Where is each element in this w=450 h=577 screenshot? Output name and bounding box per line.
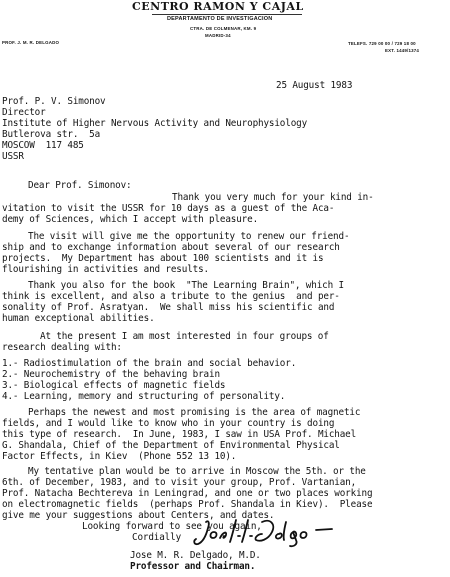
recipient-line: MOSCOW 117 485 bbox=[2, 140, 84, 151]
body-line: think is excellent, and also a tribute to the genius and per- bbox=[2, 291, 340, 302]
body-line: At the present I am most interested in four groups of bbox=[40, 331, 329, 342]
body-line: My tentative plan would be to arrive in Moscow the 5th. or the bbox=[28, 466, 366, 477]
letterhead-rule bbox=[152, 14, 302, 15]
body-line: Thank you very much for your kind in- bbox=[172, 192, 374, 203]
letterhead-phone-1: TELEFS. 729 00 00 / 729 18 00 bbox=[348, 41, 416, 46]
salutation: Dear Prof. Simonov: bbox=[28, 180, 132, 191]
body-line: Prof. Natacha Bechtereva in Leningrad, and one or two places working bbox=[2, 488, 373, 499]
recipient-line: Director bbox=[2, 107, 46, 118]
list-item: 1.- Radiostimulation of the brain and social behavior. bbox=[2, 358, 297, 369]
closing-line: Cordially bbox=[132, 532, 182, 543]
signature-name: Jose M. R. Delgado, M.D. bbox=[130, 550, 261, 561]
closing-line: Looking forward to see you again, bbox=[82, 521, 262, 532]
body-line: fields, and I would like to know who in your country is doing bbox=[2, 418, 335, 429]
body-line: projects. My Department has about 100 scientists and it is bbox=[2, 253, 324, 264]
body-line: vitation to visit the USSR for 10 days as a guest of the Aca- bbox=[2, 203, 335, 214]
list-item: 2.- Neurochemistry of the behaving brain bbox=[2, 369, 220, 380]
letterhead-department: DEPARTAMENTO DE INVESTIGACION bbox=[167, 16, 273, 22]
recipient-line: Institute of Higher Nervous Activity and Neurophysiology bbox=[2, 118, 308, 129]
letterhead-phone-2: EXT. 1449/1374 bbox=[385, 48, 420, 53]
letter-date: 25 August 1983 bbox=[276, 80, 353, 91]
handwritten-signature bbox=[190, 514, 340, 550]
body-line: Thank you also for the book "The Learning Brain", which I bbox=[28, 280, 344, 291]
letterhead-institution: CENTRO RAMON Y CAJAL bbox=[132, 0, 304, 13]
body-line: flourishing in activities and results. bbox=[2, 264, 209, 275]
body-line: G. Shandala, Chief of the Department of Environmental Physical bbox=[2, 440, 340, 451]
body-line: The visit will give me the opportunity to renew our friend- bbox=[28, 231, 350, 242]
body-line: Perhaps the newest and most promising is the area of magnetic bbox=[28, 407, 361, 418]
recipient-line: USSR bbox=[2, 151, 24, 162]
body-line: research dealing with: bbox=[2, 342, 122, 353]
list-item: 3.- Biological effects of magnetic fields bbox=[2, 380, 226, 391]
list-item: 4.- Learning, memory and structuring of personality. bbox=[2, 391, 286, 402]
body-line: human exceptional abilities. bbox=[2, 313, 155, 324]
body-line: ship and to exchange information about several of our research bbox=[2, 242, 340, 253]
body-line: give me your suggestions about Centers, and dates. bbox=[2, 510, 275, 521]
signature-title: Professor and Chairman. bbox=[130, 561, 256, 572]
body-line: on electromagnetic fields (perhaps Prof. Shandala in Kiev). Please bbox=[2, 499, 373, 510]
body-line: 6th. of December, 1983, and to visit your group, Prof. Vartanian, bbox=[2, 477, 357, 488]
recipient-line: Prof. P. V. Simonov bbox=[2, 96, 106, 107]
body-line: demy of Sciences, which I accept with pleasure. bbox=[2, 214, 259, 225]
letterhead-city: MADRID-34 bbox=[205, 33, 231, 38]
body-line: Factor Effects, in Kiev (Phone 552 13 10). bbox=[2, 451, 237, 462]
recipient-line: Butlerova str. 5a bbox=[2, 129, 101, 140]
body-line: sonality of Prof. Asratyan. We shall miss his scientific and bbox=[2, 302, 335, 313]
letterhead-left-name: PROF. J. M. R. DELGADO bbox=[2, 40, 60, 45]
body-line: this type of research. In June, 1983, I saw in USA Prof. Michael bbox=[2, 429, 357, 440]
letterhead-street: CTRA. DE COLMENAR, KM. 9 bbox=[190, 26, 257, 31]
